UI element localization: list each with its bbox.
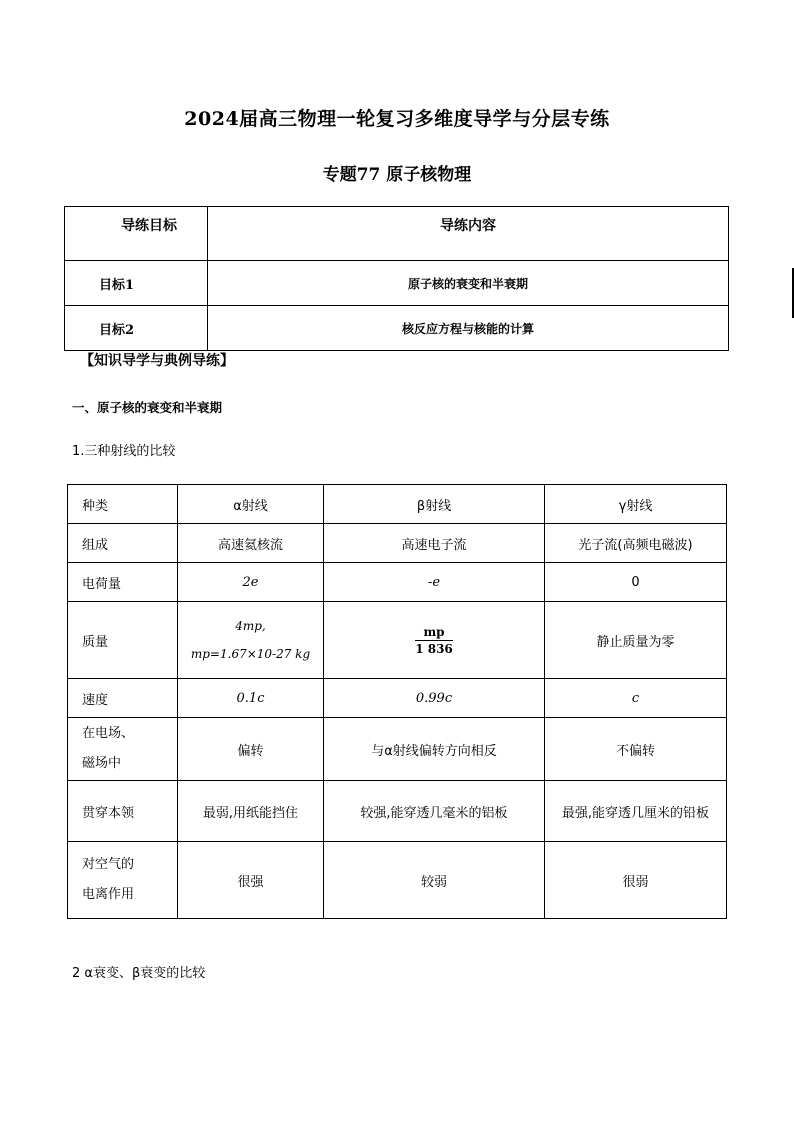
cell-alpha: 高速氦核流 (178, 524, 324, 563)
goals-header-content: 导练内容 (208, 207, 729, 261)
goal-content: 核反应方程与核能的计算 (208, 306, 729, 351)
cell-alpha: 偏转 (178, 718, 324, 781)
cell-beta: 较强,能穿透几毫米的铝板 (324, 781, 545, 842)
fraction-denominator: 1 836 (415, 641, 453, 656)
table-row (68, 842, 727, 919)
table-row (68, 563, 727, 602)
row-label-line1: 在电场、 (82, 726, 135, 741)
table-header-row (68, 485, 727, 524)
table-row (68, 718, 727, 781)
section-heading: 【知识导学与典例导练】 (80, 353, 234, 369)
cell-gamma: 最强,能穿透几厘米的铅板 (545, 781, 727, 842)
cell-beta: 0.99c (324, 679, 545, 718)
cell-gamma: c (545, 679, 727, 718)
row-label: 组成 (68, 524, 178, 563)
document-title: 2024届高三物理一轮复习多维度导学与分层专练 (184, 108, 610, 130)
row-label: 速度 (68, 679, 178, 718)
table-row (68, 524, 727, 563)
alpha-mass-line2: mp=1.67×10-27 kg (190, 647, 311, 661)
cell-beta: 较弱 (324, 842, 545, 919)
row-label: 质量 (68, 602, 178, 679)
col-header-alpha: α射线 (178, 485, 324, 524)
fraction-numerator: mp (415, 625, 453, 641)
cell-gamma: 光子流(高频电磁波) (545, 524, 727, 563)
cell-gamma: 0 (545, 563, 727, 602)
cell-beta: -e (324, 563, 545, 602)
cell-alpha: 最弱,用纸能挡住 (178, 781, 324, 842)
subsection-heading: 2 α衰变、β衰变的比较 (72, 966, 206, 981)
goals-table (64, 206, 729, 351)
goals-header-label: 导练目标 (65, 207, 208, 261)
goals-row (65, 261, 729, 306)
row-label-line1: 对空气的 (82, 857, 135, 872)
cell-beta: 高速电子流 (324, 524, 545, 563)
row-label (68, 842, 178, 919)
row-label (68, 718, 178, 781)
cell-alpha: 2e (178, 563, 324, 602)
goal-label: 目标2 (65, 306, 208, 351)
cell-beta: 与α射线偏转方向相反 (324, 718, 545, 781)
goals-header-row (65, 207, 729, 261)
part-heading: 一、原子核的衰变和半衰期 (72, 400, 223, 415)
cell-gamma: 静止质量为零 (545, 602, 727, 679)
row-label: 贯穿本领 (68, 781, 178, 842)
table-row (68, 602, 727, 679)
cell-alpha: 很强 (178, 842, 324, 919)
goal-content: 原子核的衰变和半衰期 (208, 261, 729, 306)
alpha-mass-line1: 4mp, (235, 619, 266, 633)
table-row (68, 781, 727, 842)
ray-comparison-table (67, 484, 727, 919)
document-subtitle: 专题77 原子核物理 (322, 165, 472, 185)
row-label: 电荷量 (68, 563, 178, 602)
row-label-line2: 电离作用 (82, 887, 135, 902)
beta-mass-fraction (415, 625, 453, 656)
goals-row (65, 306, 729, 351)
cell-gamma: 不偏转 (545, 718, 727, 781)
col-header-type: 种类 (68, 485, 178, 524)
cell-alpha: 0.1c (178, 679, 324, 718)
row-label-line2: 磁场中 (82, 756, 122, 771)
col-header-beta: β射线 (324, 485, 545, 524)
table-row (68, 679, 727, 718)
cell-alpha (178, 602, 324, 679)
cell-beta (324, 602, 545, 679)
col-header-gamma: γ射线 (545, 485, 727, 524)
goal-label: 目标1 (65, 261, 208, 306)
subsection-heading: 1.三种射线的比较 (72, 444, 176, 459)
cell-gamma: 很弱 (545, 842, 727, 919)
